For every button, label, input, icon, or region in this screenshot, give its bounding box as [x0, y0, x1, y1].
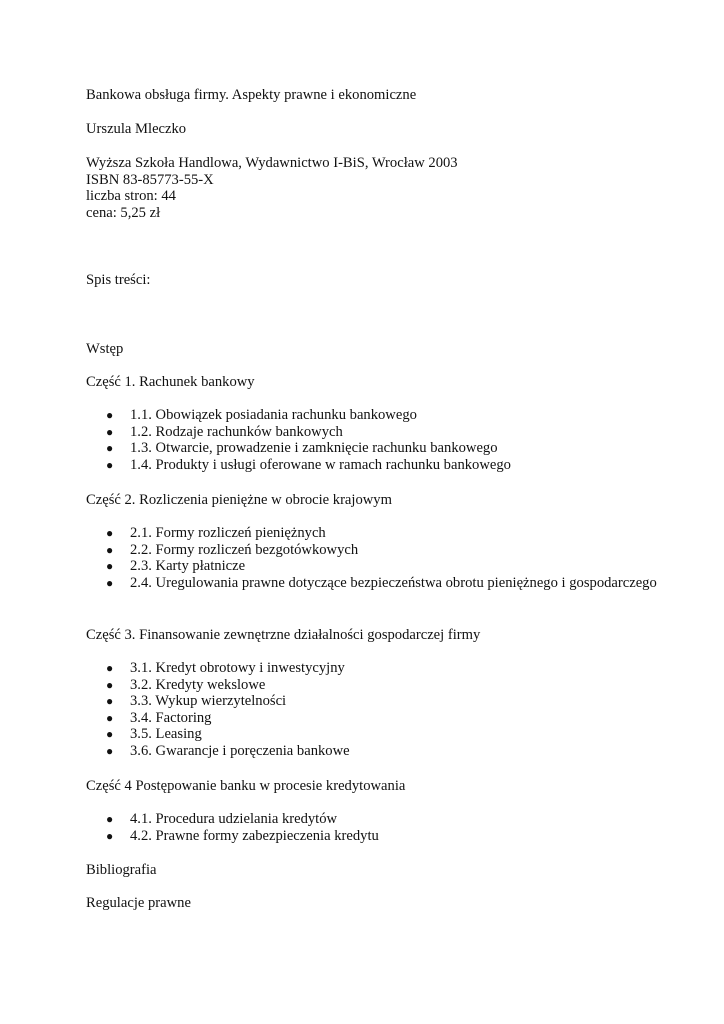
toc-list-item: ● 3.4. Factoring	[106, 709, 212, 726]
publisher-line: Wyższa Szkoła Handlowa, Wydawnictwo I-BiS, Wrocław 2003	[86, 155, 458, 171]
bullet-icon: ●	[106, 424, 114, 439]
toc-list-item: ● 1.2. Rodzaje rachunków bankowych	[106, 423, 343, 440]
toc-part-title: Część 2. Rozliczenia pieniężne w obrocie krajowym	[86, 492, 392, 508]
toc-part-title: Część 3. Finansowanie zewnętrzne działalności gospodarczej firmy	[86, 627, 481, 643]
bullet-icon: ●	[106, 441, 114, 455]
toc-intro: Wstęp	[86, 341, 124, 357]
bullet-icon: ●	[106, 828, 114, 843]
price-line: cena: 5,25 zł	[86, 204, 161, 221]
toc-part-3-items	[86, 660, 664, 759]
document-author: Urszula Mleczko	[86, 121, 187, 137]
bullet-icon: ●	[106, 743, 114, 758]
toc-part-4-items	[86, 811, 664, 844]
toc-list-item: ● 4.1. Procedura udzielania kredytów	[106, 811, 338, 827]
bullet-icon: ●	[106, 694, 114, 708]
toc-part-title: Część 1. Rachunek bankowy	[86, 374, 255, 390]
bullet-icon: ●	[106, 710, 114, 725]
toc-list-item: ● 1.4. Produkty i usługi oferowane w ramach rachunku bankowego	[106, 456, 511, 473]
bullet-icon: ●	[106, 661, 114, 675]
toc-list-item: ● 3.1. Kredyt obrotowy i inwestycyjny	[106, 660, 345, 676]
bullet-icon: ●	[106, 812, 114, 826]
toc-regulations: Regulacje prawne	[86, 895, 191, 911]
bullet-icon: ●	[106, 526, 114, 540]
toc-heading: Spis treści:	[86, 272, 151, 288]
toc-part-title: Część 4 Postępowanie banku w procesie kredytowania	[86, 778, 406, 794]
bullet-icon: ●	[106, 575, 114, 590]
bullet-icon: ●	[106, 677, 114, 692]
bullet-icon: ●	[106, 457, 114, 472]
bullet-icon: ●	[106, 408, 114, 422]
isbn-line: ISBN 83-85773-55-X	[86, 171, 214, 188]
bullet-icon: ●	[106, 542, 114, 557]
toc-list-item: ● 2.2. Formy rozliczeń bezgotówkowych	[106, 541, 359, 558]
toc-list-item: ● 4.2. Prawne formy zabezpieczenia kredytu	[106, 827, 379, 844]
toc-list-item: ● 3.5. Leasing	[106, 726, 202, 742]
toc-list-item: ● 2.4. Uregulowania prawne dotyczące bezpieczeństwa obrotu pieniężnego i gospodarczego	[106, 574, 657, 591]
toc-part-2-items	[86, 525, 664, 591]
bullet-icon: ●	[106, 559, 114, 573]
publication-details	[86, 155, 664, 221]
toc-list-item: ● 1.1. Obowiązek posiadania rachunku bankowego	[106, 407, 417, 423]
toc-bibliography: Bibliografia	[86, 862, 157, 878]
page-count-line: liczba stron: 44	[86, 188, 176, 204]
toc-list-item: ● 3.2. Kredyty wekslowe	[106, 676, 266, 693]
toc-list-item: ● 1.3. Otwarcie, prowadzenie i zamknięcie rachunku bankowego	[106, 440, 498, 456]
toc-list-item: ● 3.6. Gwarancje i poręczenia bankowe	[106, 742, 350, 759]
bullet-icon: ●	[106, 727, 114, 741]
toc-list-item: ● 2.3. Karty płatnicze	[106, 558, 246, 574]
toc-list-item: ● 3.3. Wykup wierzytelności	[106, 693, 287, 709]
toc-list-item: ● 2.1. Formy rozliczeń pieniężnych	[106, 525, 326, 541]
toc-part-1-items	[86, 407, 664, 473]
document-title: Bankowa obsługa firmy. Aspekty prawne i ekonomiczne	[86, 87, 417, 103]
